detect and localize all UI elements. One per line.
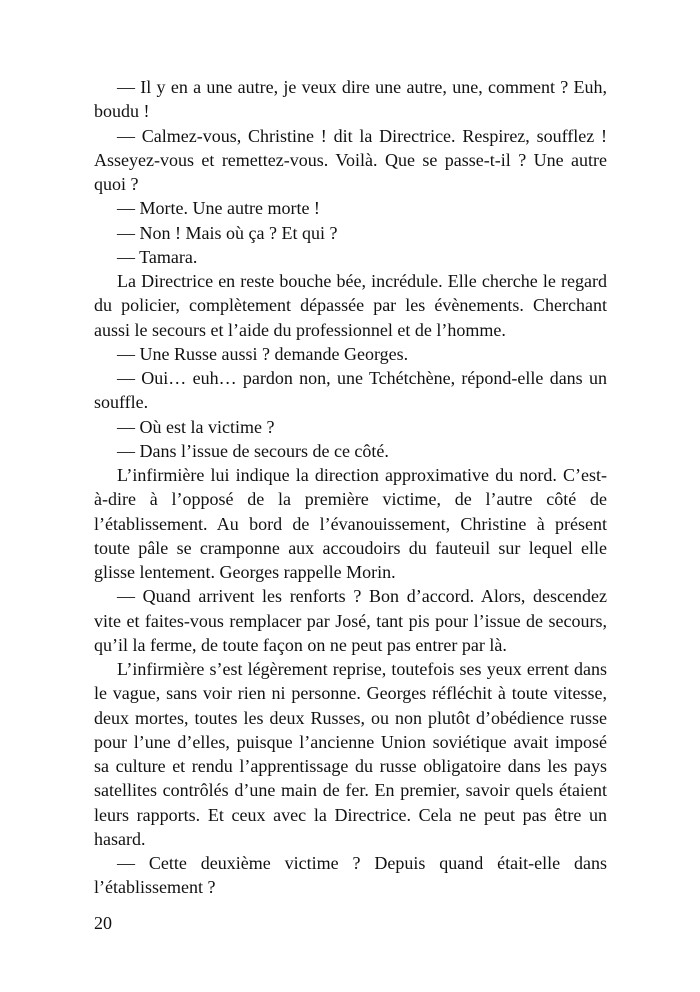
text-line: — Tamara. (117, 246, 198, 267)
text-line: vite et faites-vous remplacer par José, tant pis pour l’issue de secours, (94, 610, 607, 631)
text-line: le vague, sans voir rien ni personne. Georges réfléchit à toute vitesse, (94, 683, 607, 704)
paragraph (94, 851, 607, 900)
text-line: — Une Russe aussi ? demande Georges. (117, 343, 409, 364)
paragraph (94, 439, 607, 463)
paragraph (94, 342, 607, 366)
text-line: pour l’une d’elles, puisque l’ancienne Union soviétique avait imposé (94, 731, 607, 752)
paragraph (94, 657, 607, 851)
text-line: satellites contrôlés d’une main de fer. En premier, savoir quels étaient (94, 780, 607, 801)
paragraph (94, 75, 607, 124)
paragraph (94, 221, 607, 245)
text-line: souffle. (94, 392, 149, 413)
text-line: hasard. (94, 828, 146, 849)
paragraph (94, 245, 607, 269)
paragraph (94, 463, 607, 584)
page-number: 20 (94, 913, 112, 933)
text-line: toute pâle se cramponne aux accoudoirs du fauteuil sur lequel elle (94, 537, 607, 558)
text-line: l’établissement ? (94, 877, 216, 898)
text-line: leurs rapports. Et ceux avec la Directrice. Cela ne peut pas être un (94, 804, 607, 825)
paragraph (94, 415, 607, 439)
paragraph (94, 269, 607, 342)
text-line: boudu ! (94, 101, 150, 122)
text-line: — Calmez-vous, Christine ! dit la Directrice. Respirez, soufflez ! (117, 125, 607, 146)
text-line: — Il y en a une autre, je veux dire une autre, une, comment ? Euh, (117, 77, 607, 97)
text-line: L’infirmière lui indique la direction approximative du nord. C’est- (117, 465, 607, 485)
text-line: La Directrice en reste bouche bée, incrédule. Elle cherche le regard (117, 271, 607, 291)
text-line: l’établissement. Au bord de l’évanouissement, Christine à présent (94, 513, 607, 534)
text-line: — Où est la victime ? (117, 416, 275, 437)
paragraph (94, 366, 607, 415)
text-line: deux mortes, toutes les deux Russes, ou non plutôt d’obédience russe (94, 707, 607, 728)
paragraph (94, 196, 607, 220)
text-line: à-dire à l’opposé de la première victime, de l’autre côté de (94, 489, 607, 510)
page-body (94, 75, 607, 900)
text-line: quoi ? (94, 174, 139, 194)
text-line: sa culture et rendu l’apprentissage du russe obligatoire dans les pays (94, 756, 607, 776)
text-line: — Morte. Une autre morte ! (117, 198, 320, 219)
text-line: aussi le secours et l’aide du professionnel et de l’homme. (94, 319, 506, 340)
text-line: glisse lentement. Georges rappelle Morin. (94, 562, 396, 582)
paragraph (94, 584, 607, 657)
text-line: L’infirmière s’est légèrement reprise, toutefois ses yeux errent dans (117, 659, 607, 679)
text-line: qu’il la ferme, de toute façon on ne peut pas entrer par là. (94, 634, 507, 655)
text-line: du policier, complètement dépassée par les évènements. Cherchant (94, 295, 607, 316)
paragraph (94, 124, 607, 197)
text-line: — Quand arrivent les renforts ? Bon d’accord. Alors, descendez (117, 586, 607, 607)
text-line: — Cette deuxième victime ? Depuis quand était-elle dans (117, 853, 607, 873)
text-line: — Oui… euh… pardon non, une Tchétchène, répond-elle dans un (117, 368, 607, 388)
text-line: — Dans l’issue de secours de ce côté. (117, 440, 389, 461)
text-line: — Non ! Mais où ça ? Et qui ? (117, 222, 338, 243)
text-line: Asseyez-vous et remettez-vous. Voilà. Que se passe-t-il ? Une autre (94, 149, 607, 170)
